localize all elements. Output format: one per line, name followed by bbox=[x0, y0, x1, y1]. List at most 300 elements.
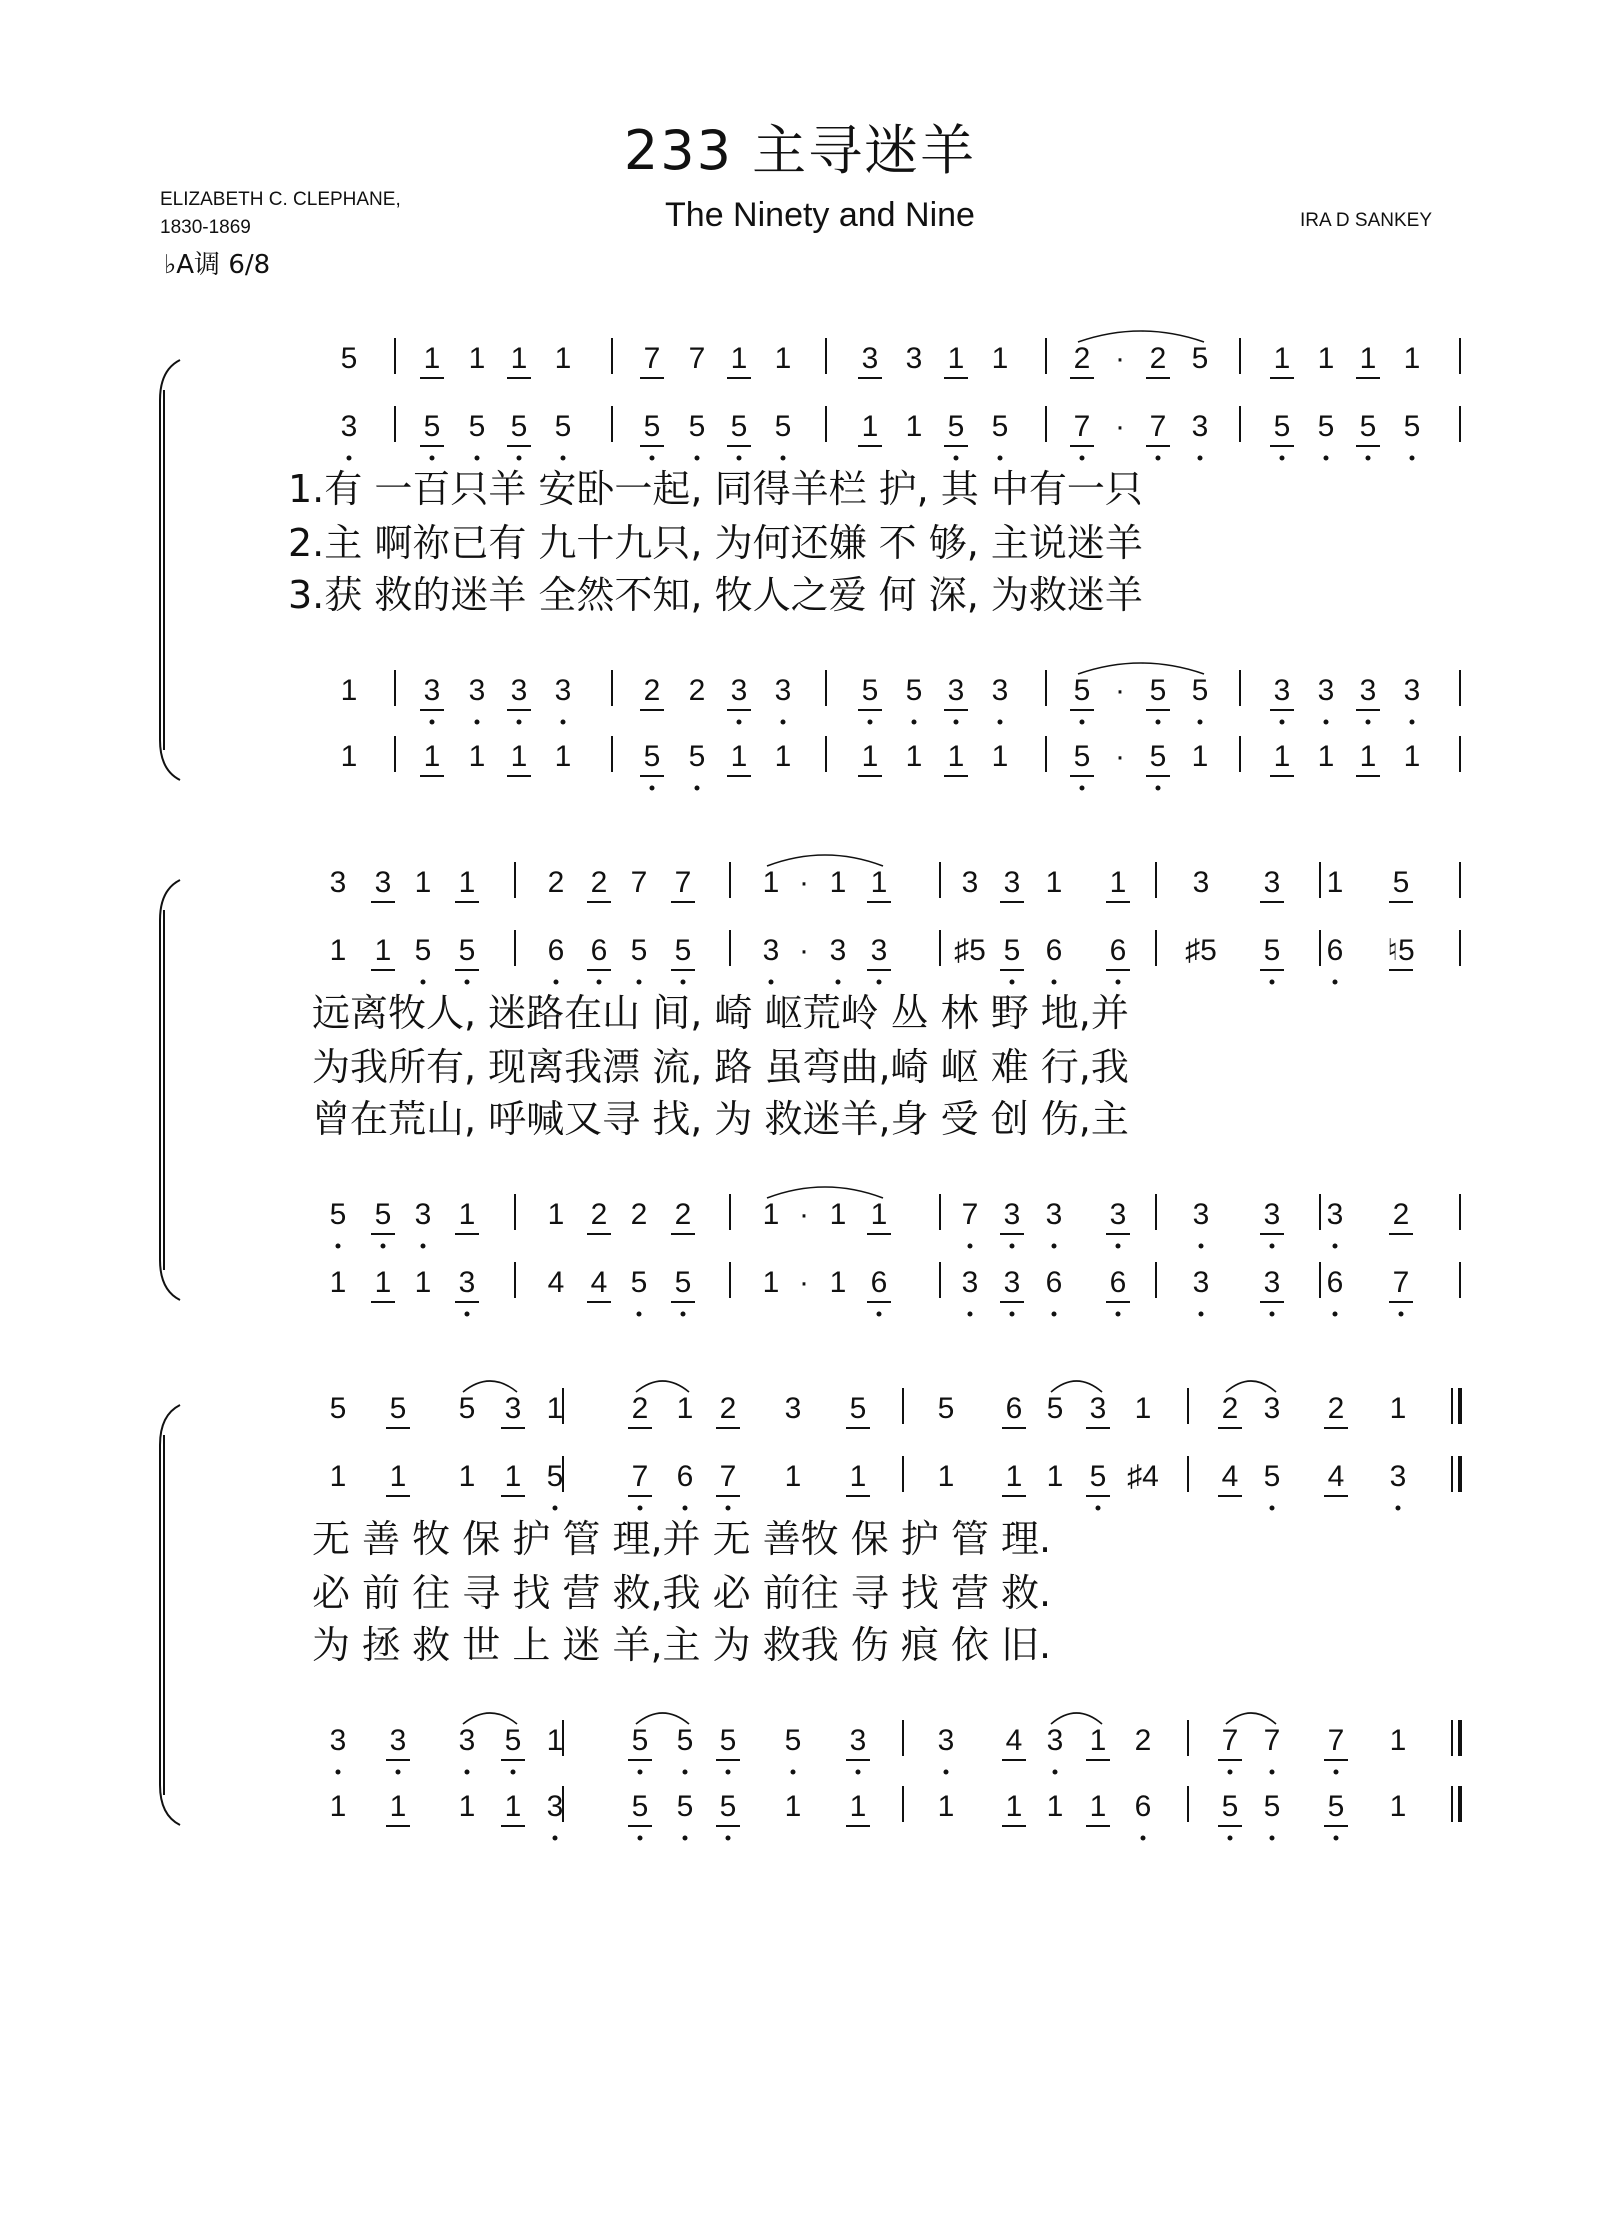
note: · bbox=[1115, 740, 1125, 773]
note: 5 bbox=[1089, 1460, 1107, 1493]
note: 3 bbox=[374, 866, 392, 899]
note: 1 bbox=[374, 1266, 392, 1299]
note: ♯5 bbox=[1185, 934, 1217, 967]
lyric-line: 必 前 往 寻 找 营 救,我 必 前往 寻 找 营 救. bbox=[312, 1571, 1052, 1615]
octave-dot bbox=[683, 1836, 688, 1841]
note: 1 bbox=[547, 1198, 565, 1231]
note: 5 bbox=[1263, 1790, 1281, 1823]
note: 3 bbox=[504, 1392, 522, 1425]
note: 5 bbox=[546, 1460, 564, 1493]
note: 1 bbox=[458, 1790, 476, 1823]
octave-dot bbox=[336, 1770, 341, 1775]
note: 5 bbox=[1263, 934, 1281, 967]
octave-dot bbox=[781, 720, 786, 725]
note: 1 bbox=[861, 740, 879, 773]
octave-dot bbox=[1270, 1506, 1275, 1511]
note: 6 bbox=[676, 1460, 694, 1493]
note: 1 bbox=[730, 740, 748, 773]
note: 3 bbox=[389, 1724, 407, 1757]
note: 7 bbox=[1221, 1724, 1239, 1757]
note: 5 bbox=[1191, 674, 1209, 707]
note: 1 bbox=[829, 866, 847, 899]
note: 3 bbox=[1263, 1266, 1281, 1299]
note: 3 bbox=[458, 1724, 476, 1757]
note: 1 bbox=[784, 1790, 802, 1823]
slur bbox=[636, 1713, 689, 1724]
note: 1 bbox=[504, 1460, 522, 1493]
note: 5 bbox=[504, 1724, 522, 1757]
note: 3 bbox=[468, 674, 486, 707]
note: 2 bbox=[643, 674, 661, 707]
note: 3 bbox=[1046, 1724, 1064, 1757]
octave-dot bbox=[1080, 786, 1085, 791]
note: 1 bbox=[423, 342, 441, 375]
note: 7 bbox=[643, 342, 661, 375]
octave-dot bbox=[396, 1770, 401, 1775]
note: 1 bbox=[458, 866, 476, 899]
octave-dot bbox=[1010, 1244, 1015, 1249]
note: 7 bbox=[719, 1460, 737, 1493]
note: 1 bbox=[329, 934, 347, 967]
note: 5 bbox=[688, 740, 706, 773]
note: 3 bbox=[784, 1392, 802, 1425]
note: 1 bbox=[329, 1266, 347, 1299]
note: 2 bbox=[1392, 1198, 1410, 1231]
octave-dot bbox=[1410, 456, 1415, 461]
octave-dot bbox=[1334, 1770, 1339, 1775]
note: 3 bbox=[829, 934, 847, 967]
note: 1 bbox=[762, 1266, 780, 1299]
note: 3 bbox=[1192, 866, 1210, 899]
octave-dot bbox=[1399, 1312, 1404, 1317]
octave-dot bbox=[1141, 1836, 1146, 1841]
octave-dot bbox=[517, 720, 522, 725]
note: 3 bbox=[1317, 674, 1335, 707]
note: 4 bbox=[1005, 1724, 1023, 1757]
note: 5 bbox=[1392, 866, 1410, 899]
octave-dot bbox=[695, 786, 700, 791]
note: 1 bbox=[546, 1392, 564, 1425]
note: 3 bbox=[329, 866, 347, 899]
note: 1 bbox=[1109, 866, 1127, 899]
octave-dot bbox=[1270, 1770, 1275, 1775]
octave-dot bbox=[1199, 1244, 1204, 1249]
octave-dot bbox=[912, 720, 917, 725]
octave-dot bbox=[1270, 1244, 1275, 1249]
octave-dot bbox=[968, 1312, 973, 1317]
octave-dot bbox=[650, 786, 655, 791]
note: 5 bbox=[554, 410, 572, 443]
note: 1 bbox=[504, 1790, 522, 1823]
note: 1 bbox=[340, 674, 358, 707]
note: 1 bbox=[1359, 740, 1377, 773]
note: 3 bbox=[1389, 1460, 1407, 1493]
note: 1 bbox=[1005, 1460, 1023, 1493]
lyricist-dates: 1830-1869 bbox=[160, 217, 251, 238]
note: 1 bbox=[947, 740, 965, 773]
slur bbox=[1078, 663, 1204, 674]
note: 3 bbox=[947, 674, 965, 707]
note: · bbox=[799, 866, 809, 899]
note: 3 bbox=[1003, 1198, 1021, 1231]
note: 5 bbox=[458, 1392, 476, 1425]
note: 1 bbox=[389, 1460, 407, 1493]
note: 1 bbox=[458, 1198, 476, 1231]
note: 6 bbox=[1134, 1790, 1152, 1823]
note: 5 bbox=[643, 410, 661, 443]
octave-dot bbox=[1366, 720, 1371, 725]
note: 1 bbox=[905, 410, 923, 443]
note: 7 bbox=[674, 866, 692, 899]
note: 1 bbox=[1191, 740, 1209, 773]
note: 3 bbox=[937, 1724, 955, 1757]
note: 3 bbox=[1263, 1198, 1281, 1231]
octave-dot bbox=[681, 1312, 686, 1317]
slur bbox=[1078, 331, 1204, 342]
note: ♮5 bbox=[1387, 934, 1415, 967]
octave-dot bbox=[1333, 980, 1338, 985]
note: 3 bbox=[554, 674, 572, 707]
octave-dot bbox=[856, 1770, 861, 1775]
note: 1 bbox=[1389, 1790, 1407, 1823]
note: 2 bbox=[1134, 1724, 1152, 1757]
note: 1 bbox=[329, 1460, 347, 1493]
note: 3 bbox=[1089, 1392, 1107, 1425]
note: 5 bbox=[630, 934, 648, 967]
note: 3 bbox=[905, 342, 923, 375]
hymn-title: 233 主寻迷羊 bbox=[623, 119, 977, 182]
slur bbox=[1051, 1381, 1102, 1392]
note: 5 bbox=[905, 674, 923, 707]
octave-dot bbox=[683, 1770, 688, 1775]
note: 5 bbox=[937, 1392, 955, 1425]
note: 5 bbox=[1149, 740, 1167, 773]
note: 3 bbox=[861, 342, 879, 375]
octave-dot bbox=[726, 1836, 731, 1841]
octave-dot bbox=[1334, 1836, 1339, 1841]
note: 3 bbox=[1263, 866, 1281, 899]
note: · bbox=[1115, 410, 1125, 443]
octave-dot bbox=[475, 720, 480, 725]
octave-dot bbox=[1052, 1244, 1057, 1249]
note: 2 bbox=[1221, 1392, 1239, 1425]
note: 6 bbox=[1045, 1266, 1063, 1299]
note: 1 bbox=[1403, 342, 1421, 375]
slur bbox=[1226, 1713, 1276, 1724]
note: 5 bbox=[947, 410, 965, 443]
octave-dot bbox=[1198, 456, 1203, 461]
octave-dot bbox=[561, 720, 566, 725]
octave-dot bbox=[737, 720, 742, 725]
note: 3 bbox=[870, 934, 888, 967]
note: 1 bbox=[937, 1790, 955, 1823]
composer: IRA D SANKEY bbox=[1300, 210, 1432, 231]
note: 3 bbox=[1191, 410, 1209, 443]
note: 5 bbox=[719, 1790, 737, 1823]
note: 3 bbox=[1359, 674, 1377, 707]
octave-dot bbox=[1116, 1244, 1121, 1249]
octave-dot bbox=[1228, 1770, 1233, 1775]
note: 1 bbox=[1273, 740, 1291, 773]
note: 1 bbox=[762, 866, 780, 899]
note: 1 bbox=[991, 342, 1009, 375]
octave-dot bbox=[1080, 720, 1085, 725]
octave-dot bbox=[1096, 1506, 1101, 1511]
note: 7 bbox=[1073, 410, 1091, 443]
note: 1 bbox=[762, 1198, 780, 1231]
note: 5 bbox=[730, 410, 748, 443]
note: 1 bbox=[1403, 740, 1421, 773]
note: 3 bbox=[961, 1266, 979, 1299]
octave-dot bbox=[944, 1770, 949, 1775]
lyric-line: 3.获 救的迷羊 全然不知, 牧人之爱 何 深, 为救迷羊 bbox=[288, 573, 1143, 617]
note: 5 bbox=[1149, 674, 1167, 707]
octave-dot bbox=[1410, 720, 1415, 725]
octave-dot bbox=[1280, 456, 1285, 461]
octave-dot bbox=[1270, 1836, 1275, 1841]
note: 5 bbox=[1263, 1460, 1281, 1493]
note: 2 bbox=[1073, 342, 1091, 375]
note: 5 bbox=[1191, 342, 1209, 375]
note: 5 bbox=[1073, 674, 1091, 707]
note: 3 bbox=[1109, 1198, 1127, 1231]
note: 5 bbox=[674, 934, 692, 967]
note: 5 bbox=[329, 1392, 347, 1425]
note: 1 bbox=[1359, 342, 1377, 375]
lyric-line: 为 拯 救 世 上 迷 羊,主 为 救我 伤 痕 依 旧. bbox=[312, 1623, 1052, 1667]
note: 3 bbox=[1045, 1198, 1063, 1231]
note: 1 bbox=[1045, 866, 1063, 899]
note: 5 bbox=[458, 934, 476, 967]
note: 2 bbox=[631, 1392, 649, 1425]
octave-dot bbox=[637, 1312, 642, 1317]
note: 1 bbox=[554, 740, 572, 773]
note: 5 bbox=[630, 1266, 648, 1299]
note: 1 bbox=[1273, 342, 1291, 375]
note: 1 bbox=[991, 740, 1009, 773]
octave-dot bbox=[638, 1836, 643, 1841]
note: 5 bbox=[774, 410, 792, 443]
note: 3 bbox=[1403, 674, 1421, 707]
note: 1 bbox=[1089, 1724, 1107, 1757]
lyric-line: 无 善 牧 保 护 管 理,并 无 善牧 保 护 管 理. bbox=[312, 1517, 1052, 1561]
octave-dot bbox=[1270, 980, 1275, 985]
note: 2 bbox=[719, 1392, 737, 1425]
octave-dot bbox=[954, 720, 959, 725]
octave-dot bbox=[1333, 1312, 1338, 1317]
note: 1 bbox=[546, 1724, 564, 1757]
note: 5 bbox=[1327, 1790, 1345, 1823]
note: 1 bbox=[774, 740, 792, 773]
octave-dot bbox=[511, 1770, 516, 1775]
octave-dot bbox=[553, 1836, 558, 1841]
note: 1 bbox=[510, 740, 528, 773]
note: 2 bbox=[1327, 1392, 1345, 1425]
octave-dot bbox=[465, 1770, 470, 1775]
note: 5 bbox=[423, 410, 441, 443]
lyricist-name: ELIZABETH C. CLEPHANE, bbox=[160, 189, 401, 210]
octave-dot bbox=[430, 720, 435, 725]
octave-dot bbox=[1156, 720, 1161, 725]
note: 6 bbox=[1005, 1392, 1023, 1425]
note: 2 bbox=[547, 866, 565, 899]
octave-dot bbox=[1156, 456, 1161, 461]
note: 5 bbox=[643, 740, 661, 773]
octave-dot bbox=[336, 1244, 341, 1249]
note: ♯4 bbox=[1127, 1460, 1159, 1493]
lyric-line: 2.主 啊祢已有 九十九只, 为何还嫌 不 够, 主说迷羊 bbox=[288, 521, 1143, 565]
note: 3 bbox=[546, 1790, 564, 1823]
note: 5 bbox=[676, 1790, 694, 1823]
note: 1 bbox=[1389, 1392, 1407, 1425]
note: 7 bbox=[1327, 1724, 1345, 1757]
note: 6 bbox=[1045, 934, 1063, 967]
note: 5 bbox=[861, 674, 879, 707]
note: 7 bbox=[1392, 1266, 1410, 1299]
note: 1 bbox=[849, 1790, 867, 1823]
lyric-line: 曾在荒山, 呼喊又寻 找, 为 救迷羊,身 受 创 伤,主 bbox=[312, 1097, 1129, 1141]
note: ♯5 bbox=[954, 934, 986, 967]
note: 5 bbox=[784, 1724, 802, 1757]
note: 5 bbox=[329, 1198, 347, 1231]
note: 5 bbox=[676, 1724, 694, 1757]
note: 5 bbox=[674, 1266, 692, 1299]
note: 7 bbox=[688, 342, 706, 375]
note: 5 bbox=[1003, 934, 1021, 967]
note: 4 bbox=[1327, 1460, 1345, 1493]
note: 5 bbox=[510, 410, 528, 443]
note: 3 bbox=[423, 674, 441, 707]
note: 3 bbox=[510, 674, 528, 707]
octave-dot bbox=[381, 1244, 386, 1249]
octave-dot bbox=[465, 1312, 470, 1317]
note: 2 bbox=[674, 1198, 692, 1231]
note: 2 bbox=[688, 674, 706, 707]
note: 1 bbox=[849, 1460, 867, 1493]
note: 3 bbox=[991, 674, 1009, 707]
note: 1 bbox=[905, 740, 923, 773]
note: 5 bbox=[1073, 740, 1091, 773]
slur bbox=[1226, 1381, 1276, 1392]
note: 3 bbox=[1273, 674, 1291, 707]
note: 1 bbox=[414, 1266, 432, 1299]
note: 5 bbox=[991, 410, 1009, 443]
octave-dot bbox=[1333, 1244, 1338, 1249]
note: 7 bbox=[1149, 410, 1167, 443]
note: 5 bbox=[631, 1724, 649, 1757]
note: 1 bbox=[937, 1460, 955, 1493]
note: 5 bbox=[688, 410, 706, 443]
note: 1 bbox=[1134, 1392, 1152, 1425]
note: 3 bbox=[730, 674, 748, 707]
lyric-line: 远离牧人, 迷路在山 间, 崎 岖荒岭 丛 林 野 地,并 bbox=[312, 991, 1129, 1035]
note: 5 bbox=[1046, 1392, 1064, 1425]
note: 3 bbox=[340, 410, 358, 443]
note: 2 bbox=[630, 1198, 648, 1231]
octave-dot bbox=[1199, 1312, 1204, 1317]
note: 7 bbox=[630, 866, 648, 899]
octave-dot bbox=[1198, 720, 1203, 725]
note: 1 bbox=[423, 740, 441, 773]
note: 5 bbox=[1403, 410, 1421, 443]
note: 2 bbox=[1149, 342, 1167, 375]
octave-dot bbox=[998, 720, 1003, 725]
octave-dot bbox=[1116, 1312, 1121, 1317]
octave-dot bbox=[791, 1770, 796, 1775]
note: 1 bbox=[784, 1460, 802, 1493]
note: 3 bbox=[1326, 1198, 1344, 1231]
note: 7 bbox=[961, 1198, 979, 1231]
note: 1 bbox=[374, 934, 392, 967]
note: 3 bbox=[414, 1198, 432, 1231]
note: 5 bbox=[340, 342, 358, 375]
note: 2 bbox=[590, 1198, 608, 1231]
lyric-line: 1.有 一百只羊 安卧一起, 同得羊栏 护, 其 中有一只 bbox=[288, 467, 1143, 511]
slur bbox=[1051, 1713, 1102, 1724]
slur bbox=[463, 1713, 517, 1724]
note: 4 bbox=[547, 1266, 565, 1299]
note: 3 bbox=[849, 1724, 867, 1757]
note: 7 bbox=[631, 1460, 649, 1493]
note: 1 bbox=[870, 866, 888, 899]
note: 5 bbox=[719, 1724, 737, 1757]
note: 7 bbox=[1263, 1724, 1281, 1757]
note: 3 bbox=[774, 674, 792, 707]
octave-dot bbox=[968, 1244, 973, 1249]
octave-dot bbox=[1010, 1312, 1015, 1317]
note: 5 bbox=[468, 410, 486, 443]
note: 3 bbox=[1263, 1392, 1281, 1425]
note: · bbox=[1115, 342, 1125, 375]
note: 1 bbox=[1389, 1724, 1407, 1757]
note: 3 bbox=[762, 934, 780, 967]
note: 5 bbox=[374, 1198, 392, 1231]
note: 6 bbox=[1326, 1266, 1344, 1299]
note: 1 bbox=[389, 1790, 407, 1823]
note: 1 bbox=[1326, 866, 1344, 899]
octave-dot bbox=[868, 720, 873, 725]
note: 5 bbox=[414, 934, 432, 967]
note: 1 bbox=[730, 342, 748, 375]
note: 3 bbox=[1192, 1266, 1210, 1299]
note: 5 bbox=[1359, 410, 1377, 443]
note: 1 bbox=[468, 740, 486, 773]
octave-dot bbox=[1228, 1836, 1233, 1841]
note: 6 bbox=[870, 1266, 888, 1299]
note: 3 bbox=[961, 866, 979, 899]
note: 1 bbox=[1089, 1790, 1107, 1823]
note: 5 bbox=[389, 1392, 407, 1425]
note: 3 bbox=[329, 1724, 347, 1757]
note: 1 bbox=[458, 1460, 476, 1493]
lyric-line: 为我所有, 现离我漂 流, 路 虽弯曲,崎 岖 难 行,我 bbox=[312, 1045, 1129, 1089]
note: 1 bbox=[1005, 1790, 1023, 1823]
note: · bbox=[1115, 674, 1125, 707]
octave-dot bbox=[1280, 720, 1285, 725]
octave-dot bbox=[1396, 1506, 1401, 1511]
note: 1 bbox=[510, 342, 528, 375]
octave-dot bbox=[1270, 1312, 1275, 1317]
octave-dot bbox=[1324, 720, 1329, 725]
note: · bbox=[799, 934, 809, 967]
octave-dot bbox=[638, 1770, 643, 1775]
octave-dot bbox=[1366, 456, 1371, 461]
note: 3 bbox=[1003, 866, 1021, 899]
octave-dot bbox=[1053, 1770, 1058, 1775]
note: 5 bbox=[1273, 410, 1291, 443]
note: 1 bbox=[947, 342, 965, 375]
octave-dot bbox=[877, 1312, 882, 1317]
